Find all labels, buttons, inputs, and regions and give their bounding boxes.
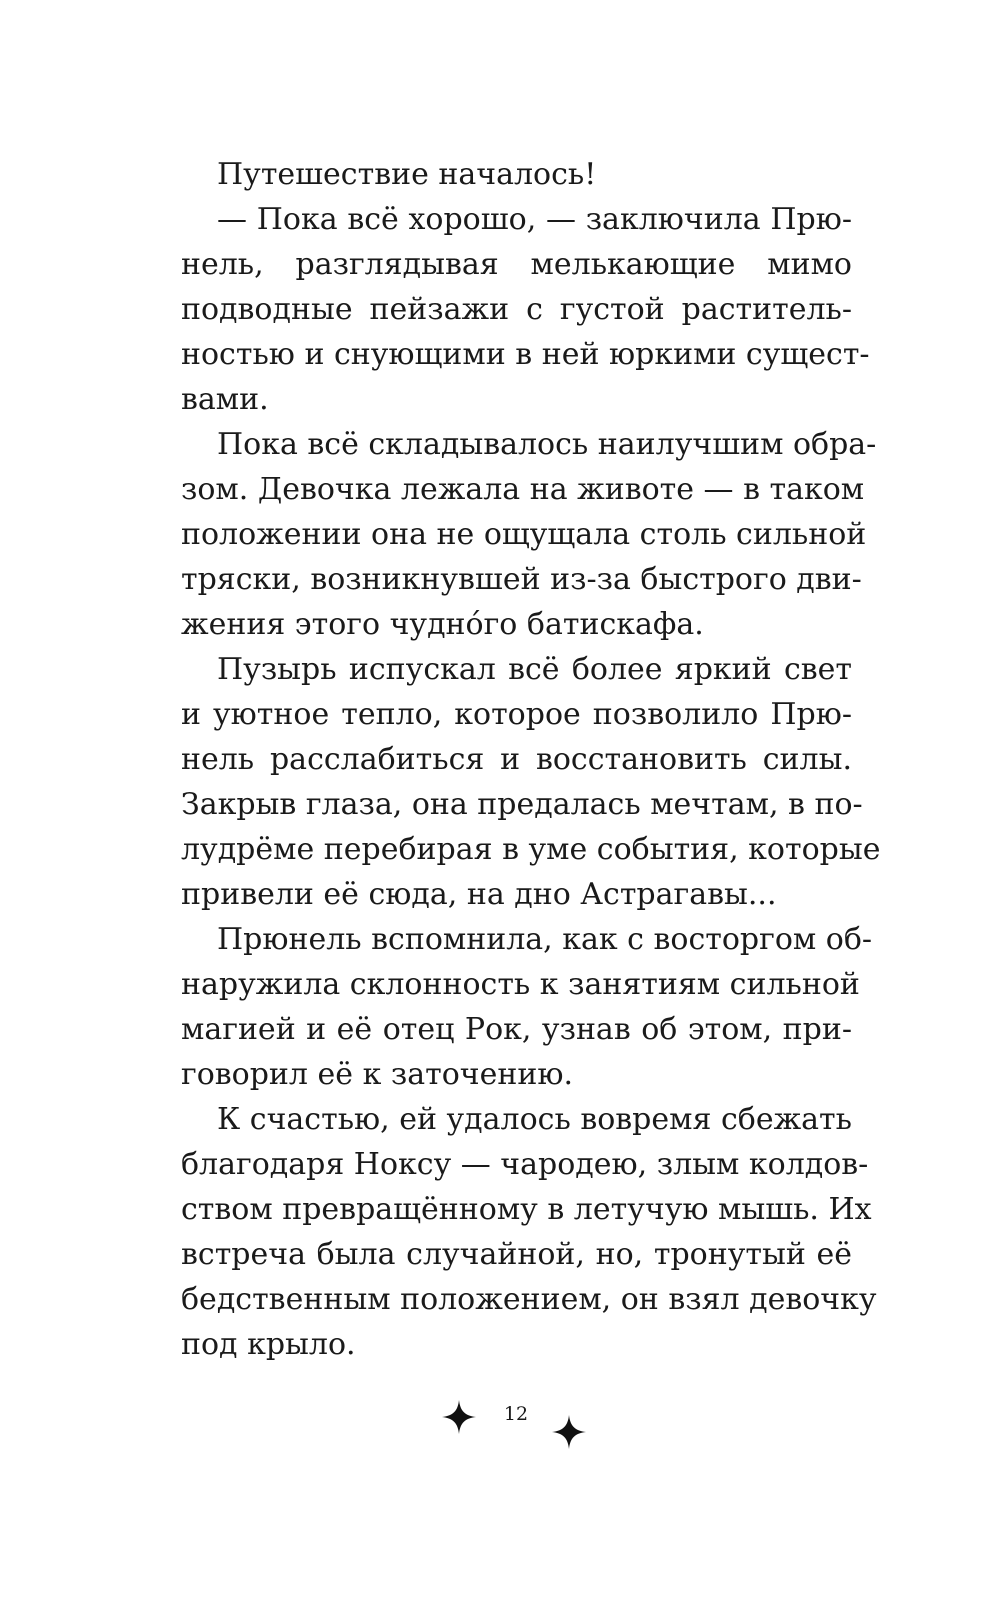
text-line: зом. Девочка лежала на животе — в таком [181,472,865,507]
text-line: под крыло. [181,1327,356,1362]
text-line: Прюнель вспомнила, как с восторгом об- [217,922,873,957]
four-point-star-icon [552,1415,586,1449]
text-line: и уютное тепло, которое позволило Прю- [181,697,852,732]
paragraph [181,422,877,647]
text-line: Закрыв глаза, она предалась мечтам, в по- [181,787,863,822]
text-line: ностью и снующими в ней юркими сущест- [181,337,870,372]
text-line: говорил её к заточению. [181,1057,573,1092]
text-line: К счастью, ей удалось вовремя сбежать [217,1102,852,1137]
page-number: 12 [503,1403,529,1425]
text-line: — Пока всё хорошо, — заключила Прю- [217,202,852,237]
text-line: нель расслабиться и восстановить силы. [181,742,852,777]
page-footer [0,1395,1000,1475]
text-line: магией и её отец Рок, узнав об этом, при- [181,1012,852,1047]
paragraph [181,917,873,1097]
paragraph [181,197,870,422]
paragraph [181,152,852,197]
text-line: привели её сюда, на дно Астрагавы... [181,877,777,912]
paragraph [181,1097,877,1367]
text-line: подводные пейзажи с густой раститель- [181,292,852,327]
four-point-star-icon [442,1400,476,1434]
text-line: встреча была случайной, но, тронутый её [181,1237,852,1272]
text-line: бедственным положением, он взял девочку [181,1282,877,1317]
paragraph [181,647,881,917]
text-line: положении она не ощущала столь сильной [181,517,867,552]
body-text [181,152,881,1367]
text-line: благодаря Ноксу — чародею, злым колдов- [181,1147,869,1182]
text-line: наружила склонность к занятиям сильной [181,967,860,1002]
text-line: ством превращённому в летучую мышь. Их [181,1192,872,1227]
text-line: лудрёме перебирая в уме события, которые [181,832,881,867]
text-line: вами. [181,382,269,417]
text-line: нель, разглядывая мелькающие мимо [181,247,852,282]
text-line: тряски, возникнувшей из-за быстрого дви- [181,562,862,597]
text-line: жения этого чудно́го батискафа. [181,607,704,642]
text-line: Пузырь испускал всё более яркий свет [217,652,852,687]
text-line: Путешествие началось! [217,157,597,192]
text-line: Пока всё складывалось наилучшим обра- [217,427,877,462]
